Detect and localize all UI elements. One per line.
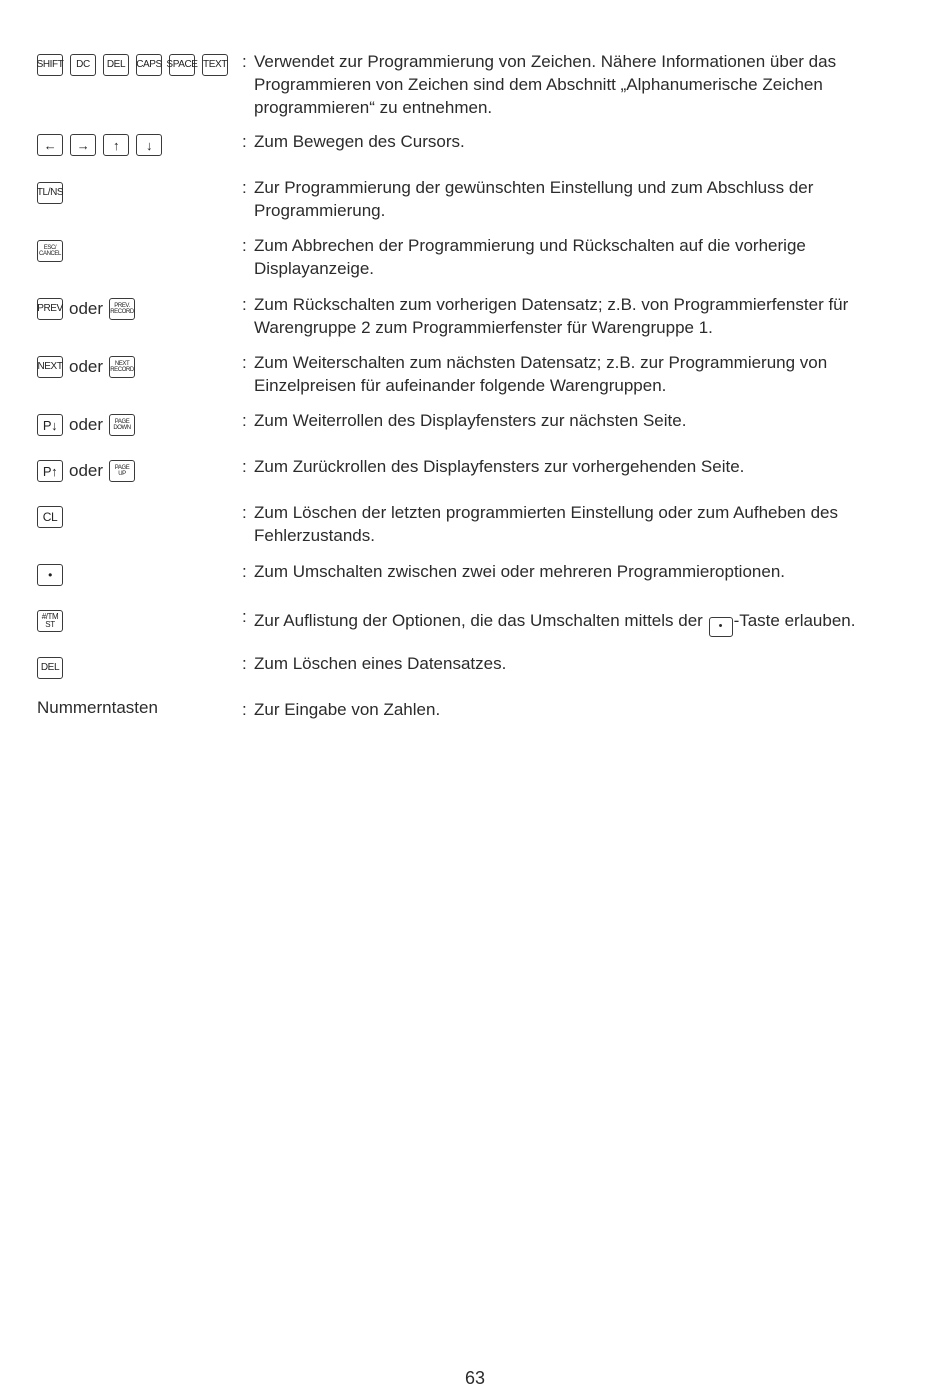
colon: : bbox=[242, 562, 247, 581]
space-key: SPACE bbox=[169, 54, 195, 76]
description: Zur Programmierung der gewünschten Einstellung und zum Abschluss der Programmierung. bbox=[254, 178, 814, 220]
colon: : bbox=[242, 132, 247, 151]
key-group bbox=[37, 182, 237, 204]
arrow-right-icon: → bbox=[70, 134, 96, 156]
oder-text: oder bbox=[69, 415, 104, 434]
page-up-alt-key-line2: UP bbox=[118, 471, 126, 477]
oder-text: oder bbox=[69, 357, 104, 376]
key-group bbox=[37, 240, 237, 262]
key-group bbox=[37, 657, 237, 679]
description: Zum Umschalten zwischen zwei oder mehreren Programmieroptionen. bbox=[254, 562, 785, 581]
next-key: NEXT bbox=[37, 356, 63, 378]
colon: : bbox=[242, 411, 247, 430]
colon: : bbox=[242, 236, 247, 255]
colon: : bbox=[242, 607, 247, 626]
description: Zum Löschen eines Datensatzes. bbox=[254, 654, 507, 673]
description: Zum Abbrechen der Programmierung und Rückschalten auf die vorherige Displayanzeige. bbox=[254, 236, 806, 278]
tl-ns-key: TL/NS bbox=[37, 182, 63, 204]
colon: : bbox=[242, 52, 247, 71]
prev-key: PREV bbox=[37, 298, 63, 320]
next-record-key-line1: NEXT bbox=[114, 361, 130, 367]
key-group bbox=[37, 356, 237, 378]
colon: : bbox=[242, 178, 247, 197]
tm-st-key-line2: ST bbox=[45, 620, 55, 629]
description: Zum Zurückrollen des Displayfensters zur vorhergehenden Seite. bbox=[254, 457, 745, 476]
description: Zum Weiterschalten zum nächsten Datensatz; z.B. zur Programmierung von Einzelpreisen für aufeinander folgende Warengruppen. bbox=[254, 353, 828, 395]
arrow-up-icon: ↑ bbox=[103, 134, 129, 156]
description-part2: -Taste erlauben. bbox=[733, 611, 856, 630]
description-part1: Zur Auflistung der Optionen, die das Umschalten mittels der bbox=[254, 611, 708, 630]
shift-key: SHIFT bbox=[37, 54, 63, 76]
page-number: 63 bbox=[464, 1368, 486, 1388]
key-group bbox=[37, 414, 237, 436]
next-record-key-line2: RECORD bbox=[110, 367, 134, 373]
page-down-alt-key-line1: PAGE bbox=[114, 419, 130, 425]
tm-st-key bbox=[37, 610, 63, 632]
colon: : bbox=[242, 503, 247, 522]
key-group bbox=[37, 506, 237, 528]
arrow-down-icon: ↓ bbox=[136, 134, 162, 156]
colon: : bbox=[242, 295, 247, 314]
colon: : bbox=[242, 353, 247, 372]
arrow-left-icon: ← bbox=[37, 134, 63, 156]
prev-record-key-line2: RECORD bbox=[110, 309, 134, 315]
cl-key: CL bbox=[37, 506, 63, 528]
dot-key: • bbox=[37, 564, 63, 586]
key-group bbox=[37, 298, 237, 320]
page-down-alt-key bbox=[109, 414, 135, 436]
next-record-key bbox=[109, 356, 135, 378]
description: Zur Eingabe von Zahlen. bbox=[254, 700, 441, 719]
oder-text: oder bbox=[69, 461, 104, 480]
page-down-key: P↓ bbox=[37, 414, 63, 436]
esc-cancel-key-line1: ESC/ bbox=[43, 245, 57, 251]
colon: : bbox=[242, 700, 247, 719]
page-up-key: P↑ bbox=[37, 460, 63, 482]
esc-cancel-key bbox=[37, 240, 63, 262]
oder-text: oder bbox=[69, 299, 104, 318]
esc-cancel-key-line2: CANCEL bbox=[39, 251, 61, 257]
page-down-alt-key-line2: DOWN bbox=[113, 425, 131, 431]
caps-key: CAPS bbox=[136, 54, 162, 76]
description bbox=[254, 609, 919, 637]
description: Zum Löschen der letzten programmierten Einstellung oder zum Aufheben des Fehlerzustands. bbox=[254, 503, 838, 545]
key-group bbox=[37, 564, 237, 586]
tm-st-key-line1: #/TM bbox=[41, 612, 59, 621]
colon: : bbox=[242, 654, 247, 673]
key-group bbox=[37, 134, 237, 156]
number-keys-label: Nummerntasten bbox=[37, 698, 158, 717]
inline-dot-key: • bbox=[709, 617, 733, 637]
del-key: DEL bbox=[103, 54, 129, 76]
prev-record-key-line1: PREV. bbox=[114, 303, 130, 309]
del-key: DEL bbox=[37, 657, 63, 679]
text-key: TEXT bbox=[202, 54, 228, 76]
key-group bbox=[37, 460, 237, 482]
description: Zum Rückschalten zum vorherigen Datensatz; z.B. von Programmierfenster für Warengruppe 2 zum Programmierfenster für Warengruppe 1. bbox=[254, 295, 849, 337]
key-group bbox=[37, 54, 237, 76]
colon: : bbox=[242, 457, 247, 476]
key-group bbox=[37, 610, 237, 632]
dc-key: DC bbox=[70, 54, 96, 76]
key-group bbox=[37, 698, 237, 718]
description: Zum Weiterrollen des Displayfensters zur nächsten Seite. bbox=[254, 411, 687, 430]
description: Verwendet zur Programmierung von Zeichen. Nähere Informationen über das Programmieren von Zeichen sind dem Abschnitt „Alphanumerische Zeichen programmieren“ zu entnehmen. bbox=[254, 52, 837, 117]
prev-record-key bbox=[109, 298, 135, 320]
page-up-alt-key bbox=[109, 460, 135, 482]
page-up-alt-key-line1: PAGE bbox=[114, 465, 130, 471]
description: Zum Bewegen des Cursors. bbox=[254, 132, 465, 151]
